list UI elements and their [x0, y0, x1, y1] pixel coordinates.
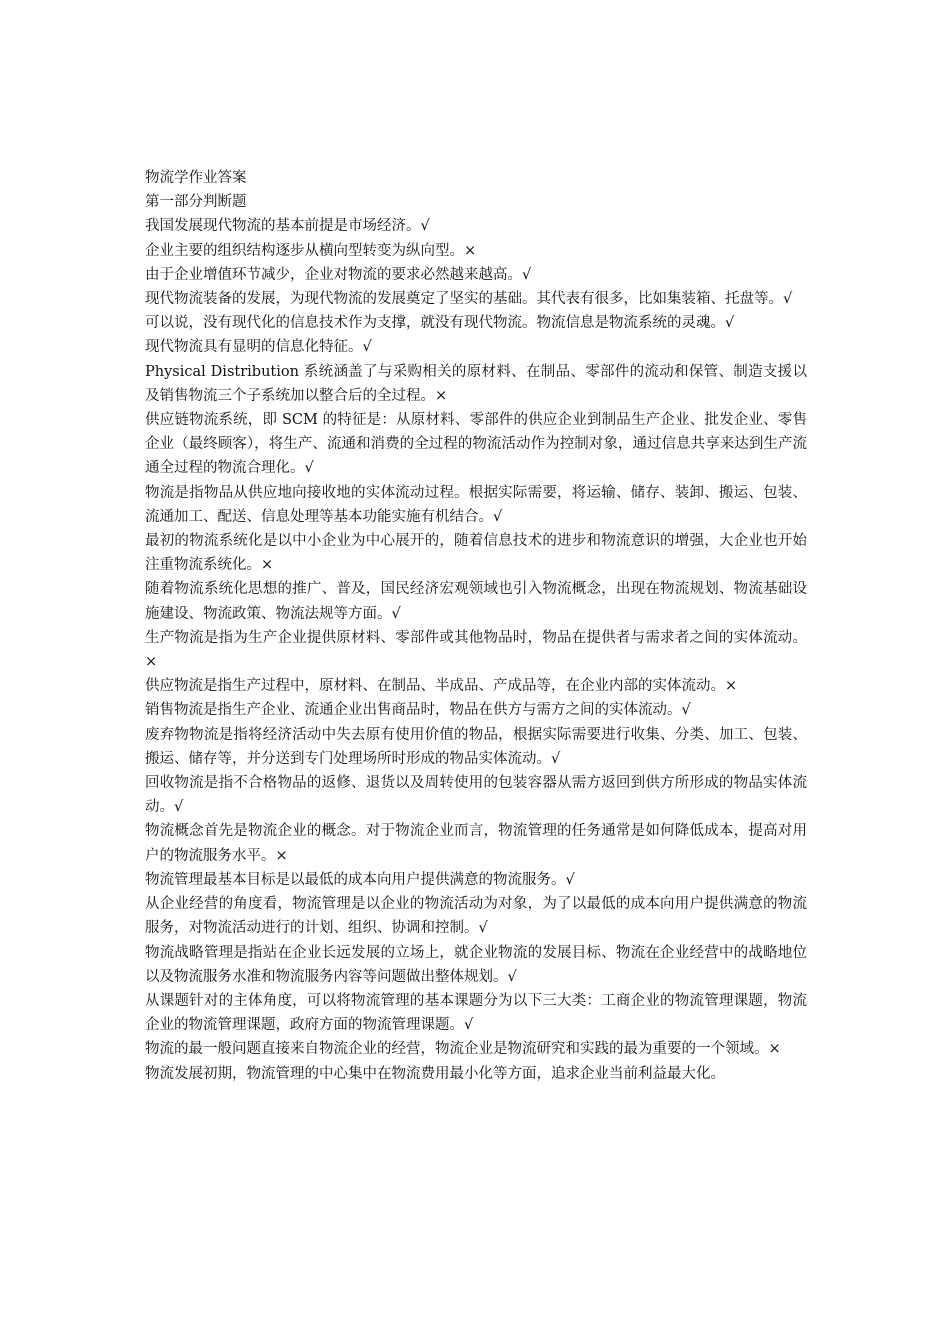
paragraph: 废弃物物流是指将经济活动中失去原有使用价值的物品，根据实际需要进行收集、分类、加工、包装、搬运、储存等，并分送到专门处理场所时形成的物品实体流动。√	[145, 726, 807, 767]
paragraph: 物流的最一般问题直接来自物流企业的经营，物流企业是物流研究和实践的最为重要的一个领域。×	[145, 1041, 781, 1058]
paragraph: 供应链物流系统，即 SCM 的特征是：从原材料、零部件的供应企业到制品生产企业、批发企业、零售企业（最终顾客），将生产、流通和消费的全过程的物流活动作为控制对象，通过信息共享来达到生产流通全过程的物流合理化。√	[145, 412, 807, 477]
paragraph: 销售物流是指生产企业、流通企业出售商品时，物品在供方与需方之间的实体流动。√	[145, 702, 691, 719]
paragraph: 供应物流是指生产过程中，原材料、在制品、半成品、产成品等，在企业内部的实体流动。×	[145, 678, 738, 695]
paragraph: 物流发展初期，物流管理的中心集中在物流费用最小化等方面，追求企业当前利益最大化。	[145, 1065, 725, 1082]
paragraph: 物流概念首先是物流企业的概念。对于物流企业而言，物流管理的任务通常是如何降低成本，提高对用户的物流服务水平。×	[145, 823, 807, 864]
paragraph: 企业主要的组织结构逐步从横向型转变为纵向型。×	[145, 242, 477, 259]
paragraph: 现代物流具有显明的信息化特征。√	[145, 339, 372, 356]
paragraph: 物流是指物品从供应地向接收地的实体流动过程。根据实际需要，将运输、储存、装卸、搬运、包装、流通加工、配送、信息处理等基本功能实施有机结合。√	[145, 484, 807, 525]
paragraph: 物流战略管理是指站在企业长远发展的立场上，就企业物流的发展目标、物流在企业经营中的战略地位以及物流服务水准和物流服务内容等问题做出整体规划。√	[145, 944, 807, 985]
section-heading: 第一部分判断题	[145, 194, 247, 211]
paragraph: 从企业经营的角度看，物流管理是以企业的物流活动为对象，为了以最低的成本向用户提供满意的物流服务，对物流活动进行的计划、组织、协调和控制。√	[145, 896, 807, 937]
paragraph: 最初的物流系统化是以中小企业为中心展开的，随着信息技术的进步和物流意识的增强，大企业也开始注重物流系统化。×	[145, 533, 807, 574]
paragraph: Physical Distribution 系统涵盖了与采购相关的原材料、在制品、零部件的流动和保管、制造支援以及销售物流三个子系统加以整合后的全过程。×	[145, 363, 807, 404]
document-title: 物流学作业答案	[145, 170, 247, 186]
paragraph: 从课题针对的主体角度，可以将物流管理的基本课题分为以下三大类：工商企业的物流管理课题，物流企业的物流管理课题，政府方面的物流管理课题。√	[145, 992, 807, 1034]
paragraph: 由于企业增值环节减少，企业对物流的要求必然越来越高。√	[145, 266, 532, 283]
paragraph: 现代物流装备的发展，为现代物流的发展奠定了坚实的基础。其代表有很多，比如集装箱、托盘等。√	[145, 291, 793, 308]
paragraph: 我国发展现代物流的基本前提是市场经济。√	[145, 218, 430, 235]
paragraph: 随着物流系统化思想的推广、普及，国民经济宏观领域也引入物流概念，出现在物流规划、物流基础设施建设、物流政策、物流法规等方面。√	[145, 581, 807, 622]
paragraph: 生产物流是指为生产企业提供原材料、零部件或其他物品时，物品在提供者与需求者之间的实体流动。×	[145, 629, 807, 671]
paragraph: 回收物流是指不合格物品的返修、退货以及周转使用的包装容器从需方返回到供方所形成的物品实体流动。√	[145, 775, 807, 816]
document-body	[145, 166, 807, 1086]
paragraph: 物流管理最基本目标是以最低的成本向用户提供满意的物流服务。√	[145, 871, 575, 888]
paragraph: 可以说，没有现代化的信息技术作为支撑，就没有现代物流。物流信息是物流系统的灵魂。√	[145, 315, 735, 332]
